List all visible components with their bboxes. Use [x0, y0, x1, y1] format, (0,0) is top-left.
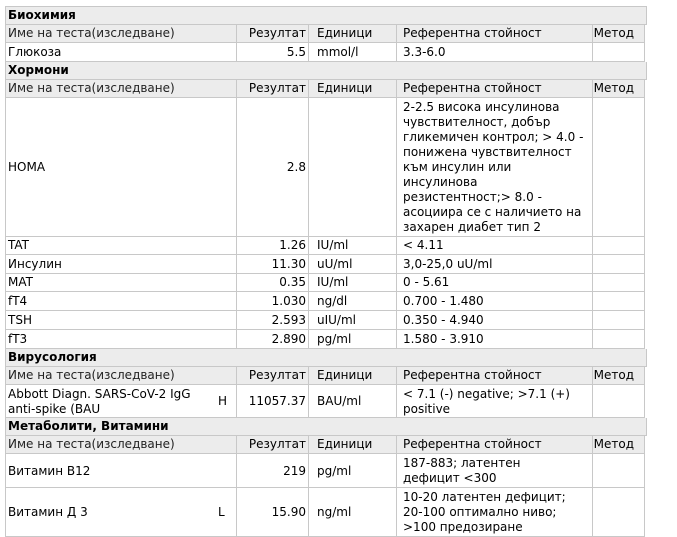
section-title: Метаболити, Витамини	[8, 419, 169, 433]
section-title: Вирусология	[8, 350, 97, 364]
unit: ng/ml	[308, 488, 396, 536]
test-name: Глюкоза	[8, 45, 62, 59]
result-value: 11.30	[236, 255, 308, 273]
result-value: 2.593	[236, 311, 308, 329]
test-name: Abbott Diagn. SARS-CoV-2 IgG anti-spike (BAU	[8, 387, 191, 416]
result-value: 1.030	[236, 292, 308, 310]
result-value: 15.90	[236, 488, 308, 536]
header-name: Име на теста(изследване)	[8, 437, 175, 451]
header-units: Единици	[308, 367, 396, 384]
unit: uIU/ml	[308, 311, 396, 329]
section-biochemistry	[5, 6, 647, 25]
header-flag	[206, 25, 236, 42]
header-result: Резултат	[236, 367, 308, 384]
column-header-row	[5, 25, 645, 43]
test-name: Витамин B12	[8, 463, 91, 478]
unit: BAU/ml	[308, 385, 396, 417]
header-units: Единици	[308, 80, 396, 97]
test-name: Витамин Д 3	[8, 505, 88, 519]
unit: uU/ml	[308, 255, 396, 273]
header-flag	[206, 80, 236, 97]
reference-range: 10-20 латентен дефицит; 20-100 оптимално ниво; >100 предозиране	[396, 488, 592, 536]
header-flag	[206, 436, 236, 453]
table-row	[5, 311, 645, 330]
result-value: 5.5	[236, 43, 308, 61]
method	[592, 311, 644, 329]
header-flag	[206, 367, 236, 384]
test-name: HOMA	[8, 160, 46, 174]
header-name: Име на теста(изследване)	[8, 81, 175, 95]
test-name: fT4	[8, 294, 28, 308]
method	[592, 385, 644, 417]
method	[592, 237, 644, 254]
flag: H	[218, 394, 228, 408]
column-header-row	[5, 367, 645, 385]
unit	[308, 98, 396, 236]
flag	[206, 43, 236, 61]
reference-range: 3,0-25,0 uU/ml	[396, 255, 592, 273]
flag	[206, 98, 236, 236]
header-method: Метод	[592, 436, 644, 453]
header-reference: Референтна стойност	[396, 80, 592, 97]
table-row	[5, 237, 645, 255]
reference-range: 0.350 - 4.940	[396, 311, 592, 329]
table-row	[5, 385, 645, 418]
method	[592, 98, 644, 236]
table-row	[5, 274, 645, 292]
flag	[206, 274, 236, 291]
unit: pg/ml	[308, 454, 396, 487]
flag	[206, 311, 236, 329]
section-metabolites-vitamins	[5, 418, 647, 436]
reference-range: < 4.11	[396, 237, 592, 254]
flag	[206, 292, 236, 310]
result-value: 0.35	[236, 274, 308, 291]
reference-range: < 7.1 (-) negative; >7.1 (+) positive	[396, 385, 592, 417]
reference-range: 1.580 - 3.910	[396, 330, 592, 348]
header-reference: Референтна стойност	[396, 367, 592, 384]
header-method: Метод	[592, 80, 644, 97]
flag	[206, 454, 236, 487]
unit: ng/dl	[308, 292, 396, 310]
method	[592, 330, 644, 348]
column-header-row	[5, 80, 645, 98]
method	[592, 43, 644, 61]
section-title: Биохимия	[8, 8, 76, 22]
flag: L	[218, 505, 225, 519]
lab-results-table	[5, 6, 645, 537]
table-row	[5, 43, 645, 62]
result-value: 1.26	[236, 237, 308, 254]
header-reference: Референтна стойност	[396, 436, 592, 453]
reference-range: 187-883; латентен дефицит <300	[396, 454, 592, 487]
test-name: TSH	[8, 313, 32, 327]
method	[592, 274, 644, 291]
result-value: 11057.37	[236, 385, 308, 417]
table-row	[5, 454, 645, 488]
method	[592, 292, 644, 310]
unit: mmol/l	[308, 43, 396, 61]
result-value: 2.8	[236, 98, 308, 236]
header-units: Единици	[308, 25, 396, 42]
flag	[206, 255, 236, 273]
reference-range: 0 - 5.61	[396, 274, 592, 291]
method	[592, 255, 644, 273]
header-units: Единици	[308, 436, 396, 453]
table-row	[5, 292, 645, 311]
reference-range: 2-2.5 висока инсулинова чувствителност, добър гликемичен контрол; > 4.0 - понижена чувствителност към инсулин или инсулинова резистентност;> 8.0 - асоциира се с наличието на захарен диабет тип 2	[396, 98, 592, 236]
header-method: Метод	[592, 25, 644, 42]
test-name: TAT	[8, 238, 30, 252]
result-value: 2.890	[236, 330, 308, 348]
section-title: Хормони	[8, 63, 69, 77]
section-hormones	[5, 62, 647, 80]
table-row	[5, 98, 645, 237]
header-result: Резултат	[236, 436, 308, 453]
header-result: Резултат	[236, 25, 308, 42]
table-row	[5, 488, 645, 537]
test-name: Инсулин	[8, 257, 62, 271]
table-row	[5, 330, 645, 349]
flag	[206, 330, 236, 348]
reference-range: 3.3-6.0	[396, 43, 592, 61]
table-row	[5, 255, 645, 274]
unit: pg/ml	[308, 330, 396, 348]
section-virology	[5, 349, 647, 367]
method	[592, 488, 644, 536]
result-value: 219	[236, 454, 308, 487]
unit: IU/ml	[308, 237, 396, 254]
header-result: Резултат	[236, 80, 308, 97]
method	[592, 454, 644, 487]
reference-range: 0.700 - 1.480	[396, 292, 592, 310]
column-header-row	[5, 436, 645, 454]
test-name: fT3	[8, 332, 28, 346]
test-name: MAT	[8, 275, 33, 289]
flag	[206, 237, 236, 254]
header-name: Име на теста(изследване)	[8, 26, 175, 40]
header-name: Име на теста(изследване)	[8, 368, 175, 382]
header-method: Метод	[592, 367, 644, 384]
unit: IU/ml	[308, 274, 396, 291]
header-reference: Референтна стойност	[396, 25, 592, 42]
